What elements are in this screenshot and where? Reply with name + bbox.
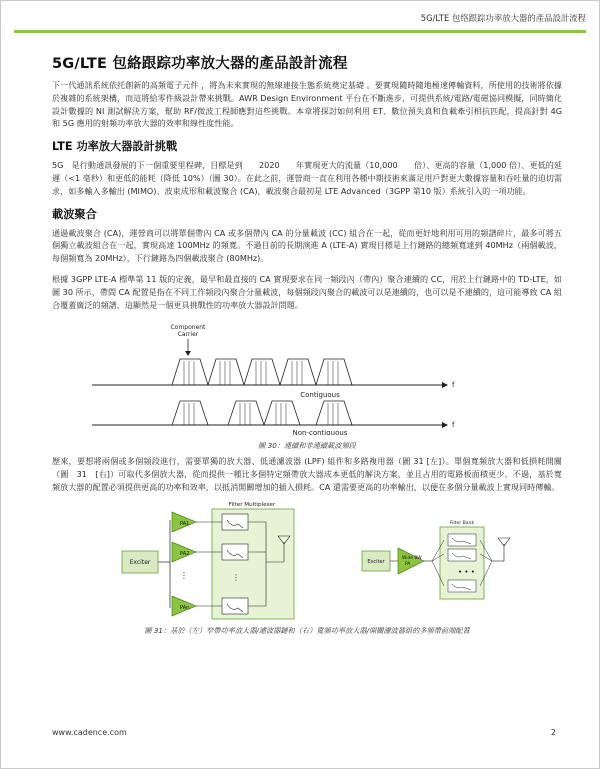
contiguous-carrier-1 xyxy=(172,359,208,385)
noncontiguous-carrier-4 xyxy=(316,401,352,425)
bank-filter-1 xyxy=(448,534,476,546)
noncontiguous-carrier-1 xyxy=(172,401,208,425)
bank-filter-n xyxy=(448,580,476,592)
wideband-pa-amplifier xyxy=(398,548,424,574)
lte-pa-paragraph: 5G 是行動通訊發展的下一個重要里程碑，目標是到 2020 年實現更大的流量（10,000 倍）、更高的容量（1,000 倍）、更低的延遲（<1 毫秒）和更低的能耗（降低 10%）（圖 30）。在此之前，運營商一直在利用各種中期技術來滿足用戶對更大數據容量和吞吐量的迫切需求，如多輸入多輸出 (MIMO)、波束成形和載波聚合 (CA)，載波聚合最初是 LTE Advanced（3GPP 第10 版）系統引入的一項功能。 xyxy=(52,160,562,196)
filter-ellipsis: ⋮ xyxy=(232,572,240,582)
page-title: 5G/LTE 包絡跟踪功率放大器的產品設計流程 xyxy=(52,56,348,72)
filter-1 xyxy=(222,514,248,530)
contiguous-carrier-2 xyxy=(208,359,244,385)
contiguous-axis-arrow xyxy=(442,382,448,388)
contiguous-axis-f: f xyxy=(452,381,455,390)
figure-31 xyxy=(52,498,562,633)
exciter-label: Exciter xyxy=(129,558,151,566)
wide-bw-label: Wide BW xyxy=(402,555,422,561)
intro-paragraph: 下一代通訊系統依托創新的高頻電子元件 ，將為未來實現的無線連接生態系統奠定基礎 。要實現隨時隨地極速傳輸資料，所使用的技術將依據於複雜的系統架構，而這將給零件級設計帶來挑戰。AWR Design Environment 平台在不斷進步，可提供系統/電路/電磁協同模擬，同時簡化設計數據的 NI 測試解決方案，幫助 RF/微波工程師應對這些挑戰。本章將探討如何利用 ET、數位預失真和負載牽引相抗匹配，提高針對 4G 和 5G 應用的射頻功率放大器的效率和線性度性能。 xyxy=(52,80,562,129)
filter-multiplexer-label: Filter Multiplexer xyxy=(228,501,276,508)
carrier-label: Carrier xyxy=(177,331,199,339)
noncontiguous-label: Non-contiguous xyxy=(292,429,348,436)
exciter-right-label: Exciter xyxy=(367,558,385,565)
ca-paragraph-3: 歷來，要想將兩個或多個頻段進行，需要單獨的放大器、低通濾波器 (LPF) 組件和多路複用器（圖 31 [左]）。單個寬頻放大器和低損耗開關（圖 31 [右]）可取代多個放大器，從而提供一種比多個特定頻帶放大器成本更低的解決方案，並且占用的電路板面積更少。不過，基於寬頻放大器的配置必須提供更高的功率和效率，以抵消開關增加的插入損耗。CA 還需要更高的功率輸出，以便在多個分量載波上實現同時傳輸。 xyxy=(52,456,562,492)
pa1-label: PA1 xyxy=(180,520,190,527)
pa-ellipsis: ⋮ xyxy=(180,570,188,580)
footer-url[interactable]: www.cadence.com xyxy=(52,728,127,737)
bank-ellipsis: • • • xyxy=(458,567,475,576)
figure-31-caption: 圖 31：基於（左）窄帶功率放大器/濾波器鏈和（右）寬頻功率放大器/開關濾波器組的多頻帶前端配置 xyxy=(144,625,470,635)
component-label: Component xyxy=(170,324,206,332)
noncontiguous-carrier-3 xyxy=(264,401,300,425)
ca-paragraph-2: 根據 3GPP LTE-A 標準第 11 版的定義，最早和最直接的 CA 實現要求在同一頻段內（帶內）聚合連續的 CC，用於上行鏈路中的 TD-LTE，如圖 30 所示，帶間 CA 配置是指在不同工作頻段內聚合分量載波，每個頻段內聚合的載波可以是連續的，也可以是不連續的，這可能導致 CA 組合覆蓋廣泛的頻譜，這顯然是一個更具挑戰性的功率放大器設計問題。 xyxy=(52,273,562,310)
noncontiguous-carrier-2 xyxy=(228,401,264,425)
pa-label: PA xyxy=(405,561,411,567)
figure-31-diagram xyxy=(52,498,562,620)
section-heading-lte-pa: LTE 功率放大器設計挑戰 xyxy=(52,140,178,154)
noncontiguous-axis-arrow xyxy=(442,422,448,428)
contiguous-carrier-5 xyxy=(316,359,352,385)
contiguous-carrier-4 xyxy=(280,359,316,385)
filter-n xyxy=(222,598,248,614)
header-rule xyxy=(14,30,586,33)
page-content xyxy=(52,52,562,633)
noncontiguous-axis-f: f xyxy=(452,421,455,430)
contiguous-label: Contiguous xyxy=(300,391,340,400)
pan-label: PAn xyxy=(180,604,190,611)
section-heading-carrier-aggregation: 載波聚合 xyxy=(52,207,97,221)
figure-30 xyxy=(52,317,562,451)
ca-paragraph-1: 通過載波聚合 (CA)，運營商可以將單個帶內 CA 或多個帶內 CA 的分量載波 (CC) 組合在一起，從而更好地利用可用的頻譜碎片，最多可將五個獨立載波組合在一起，實現高達 100MHz 的頻寬。不過目前的長期演進 A (LTE-A) 實現目標是上行鏈路的總頻寬達到 40MHz（兩個載波，每個頻寬為 20MHz），下行鏈路為四個載波聚合 (80MHz)。 xyxy=(52,227,562,264)
filter-2 xyxy=(222,544,248,560)
pa2-label: PA2 xyxy=(180,550,190,557)
filter-bank-label: Filter Bank xyxy=(449,520,475,526)
figure-30-caption: 圖 30：連續和非連續載波頻段 xyxy=(258,441,356,451)
contiguous-carrier-3 xyxy=(244,359,280,385)
bank-filter-2 xyxy=(448,549,476,561)
figure-30-diagram xyxy=(52,317,562,435)
footer-page-number: 2 xyxy=(550,728,556,737)
running-header: 5G/LTE 包络跟踪功率放大器的產品設計流程 xyxy=(420,13,586,23)
component-carrier-arrowhead xyxy=(185,351,191,356)
